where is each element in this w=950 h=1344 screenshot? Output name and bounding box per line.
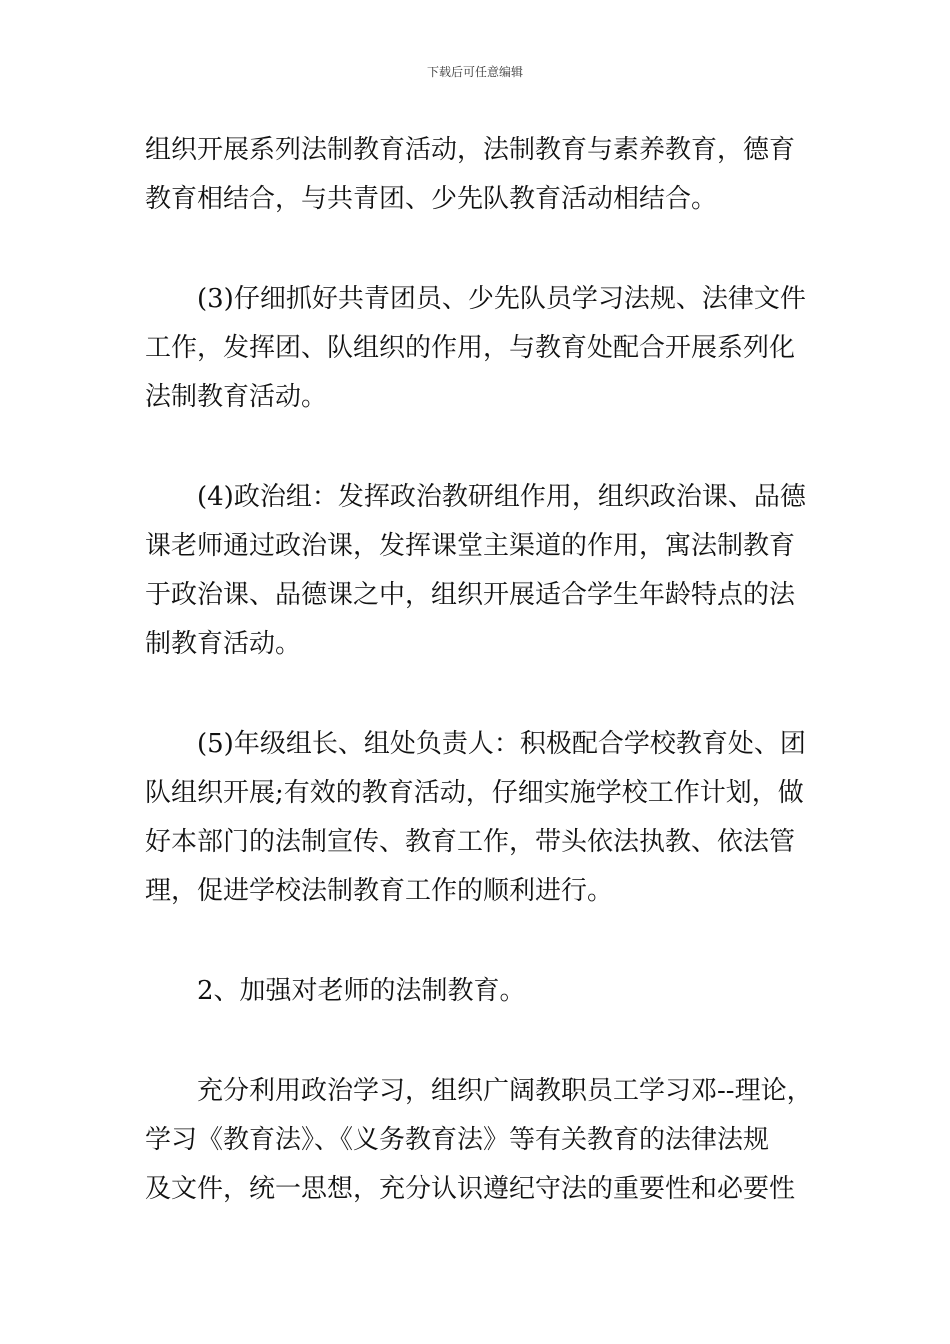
document-body bbox=[145, 126, 813, 1265]
text-line: (4)政治组：发挥政治教研组作用，组织政治课、品德 bbox=[197, 482, 806, 512]
text-line: 课老师通过政治课，发挥课堂主渠道的作用，寓法制教育 bbox=[145, 531, 796, 561]
text-line: 理，促进学校法制教育工作的顺利进行。 bbox=[145, 876, 614, 906]
text-line: 工作，发挥团、队组织的作用，与教育处配合开展系列化 bbox=[145, 333, 796, 363]
text-line: (5)年级组长、组处负责人：积极配合学校教育处、团 bbox=[197, 729, 806, 759]
page-header: 下载后可任意编辑 bbox=[426, 65, 523, 79]
text-line: 制教育活动。 bbox=[145, 629, 302, 659]
text-line: 好本部门的法制宣传、教育工作，带头依法执教、依法管 bbox=[145, 827, 796, 857]
text-line: (3)仔细抓好共青团员、少先队员学习法规、法律文件 bbox=[197, 284, 806, 314]
paragraph-4 bbox=[145, 720, 810, 916]
paragraph-6 bbox=[145, 1067, 813, 1214]
text-line: 充分利用政治学习，组织广阔教职员工学习邓--理论， bbox=[197, 1076, 813, 1106]
text-line: 2、加强对老师的法制教育。 bbox=[197, 976, 526, 1006]
text-line: 法制教育活动。 bbox=[145, 382, 328, 412]
paragraph-3 bbox=[145, 473, 810, 669]
text-line: 教育相结合，与共青团、少先队教育活动相结合。 bbox=[145, 184, 718, 214]
paragraph-1 bbox=[145, 126, 810, 224]
text-line: 及文件，统一思想，充分认识遵纪守法的重要性和必要性 bbox=[145, 1174, 796, 1204]
paragraph-2 bbox=[145, 275, 810, 422]
text-line: 于政治课、品德课之中，组织开展适合学生年龄特点的法 bbox=[145, 580, 796, 610]
text-line: 组织开展系列法制教育活动，法制教育与素养教育，德育 bbox=[145, 135, 796, 165]
text-line: 队组织开展;有效的教育活动，仔细实施学校工作计划，做 bbox=[145, 778, 804, 808]
paragraph-5 bbox=[145, 967, 810, 1016]
text-line: 学习《教育法》、《义务教育法》等有关教育的法律法规 bbox=[145, 1125, 770, 1155]
